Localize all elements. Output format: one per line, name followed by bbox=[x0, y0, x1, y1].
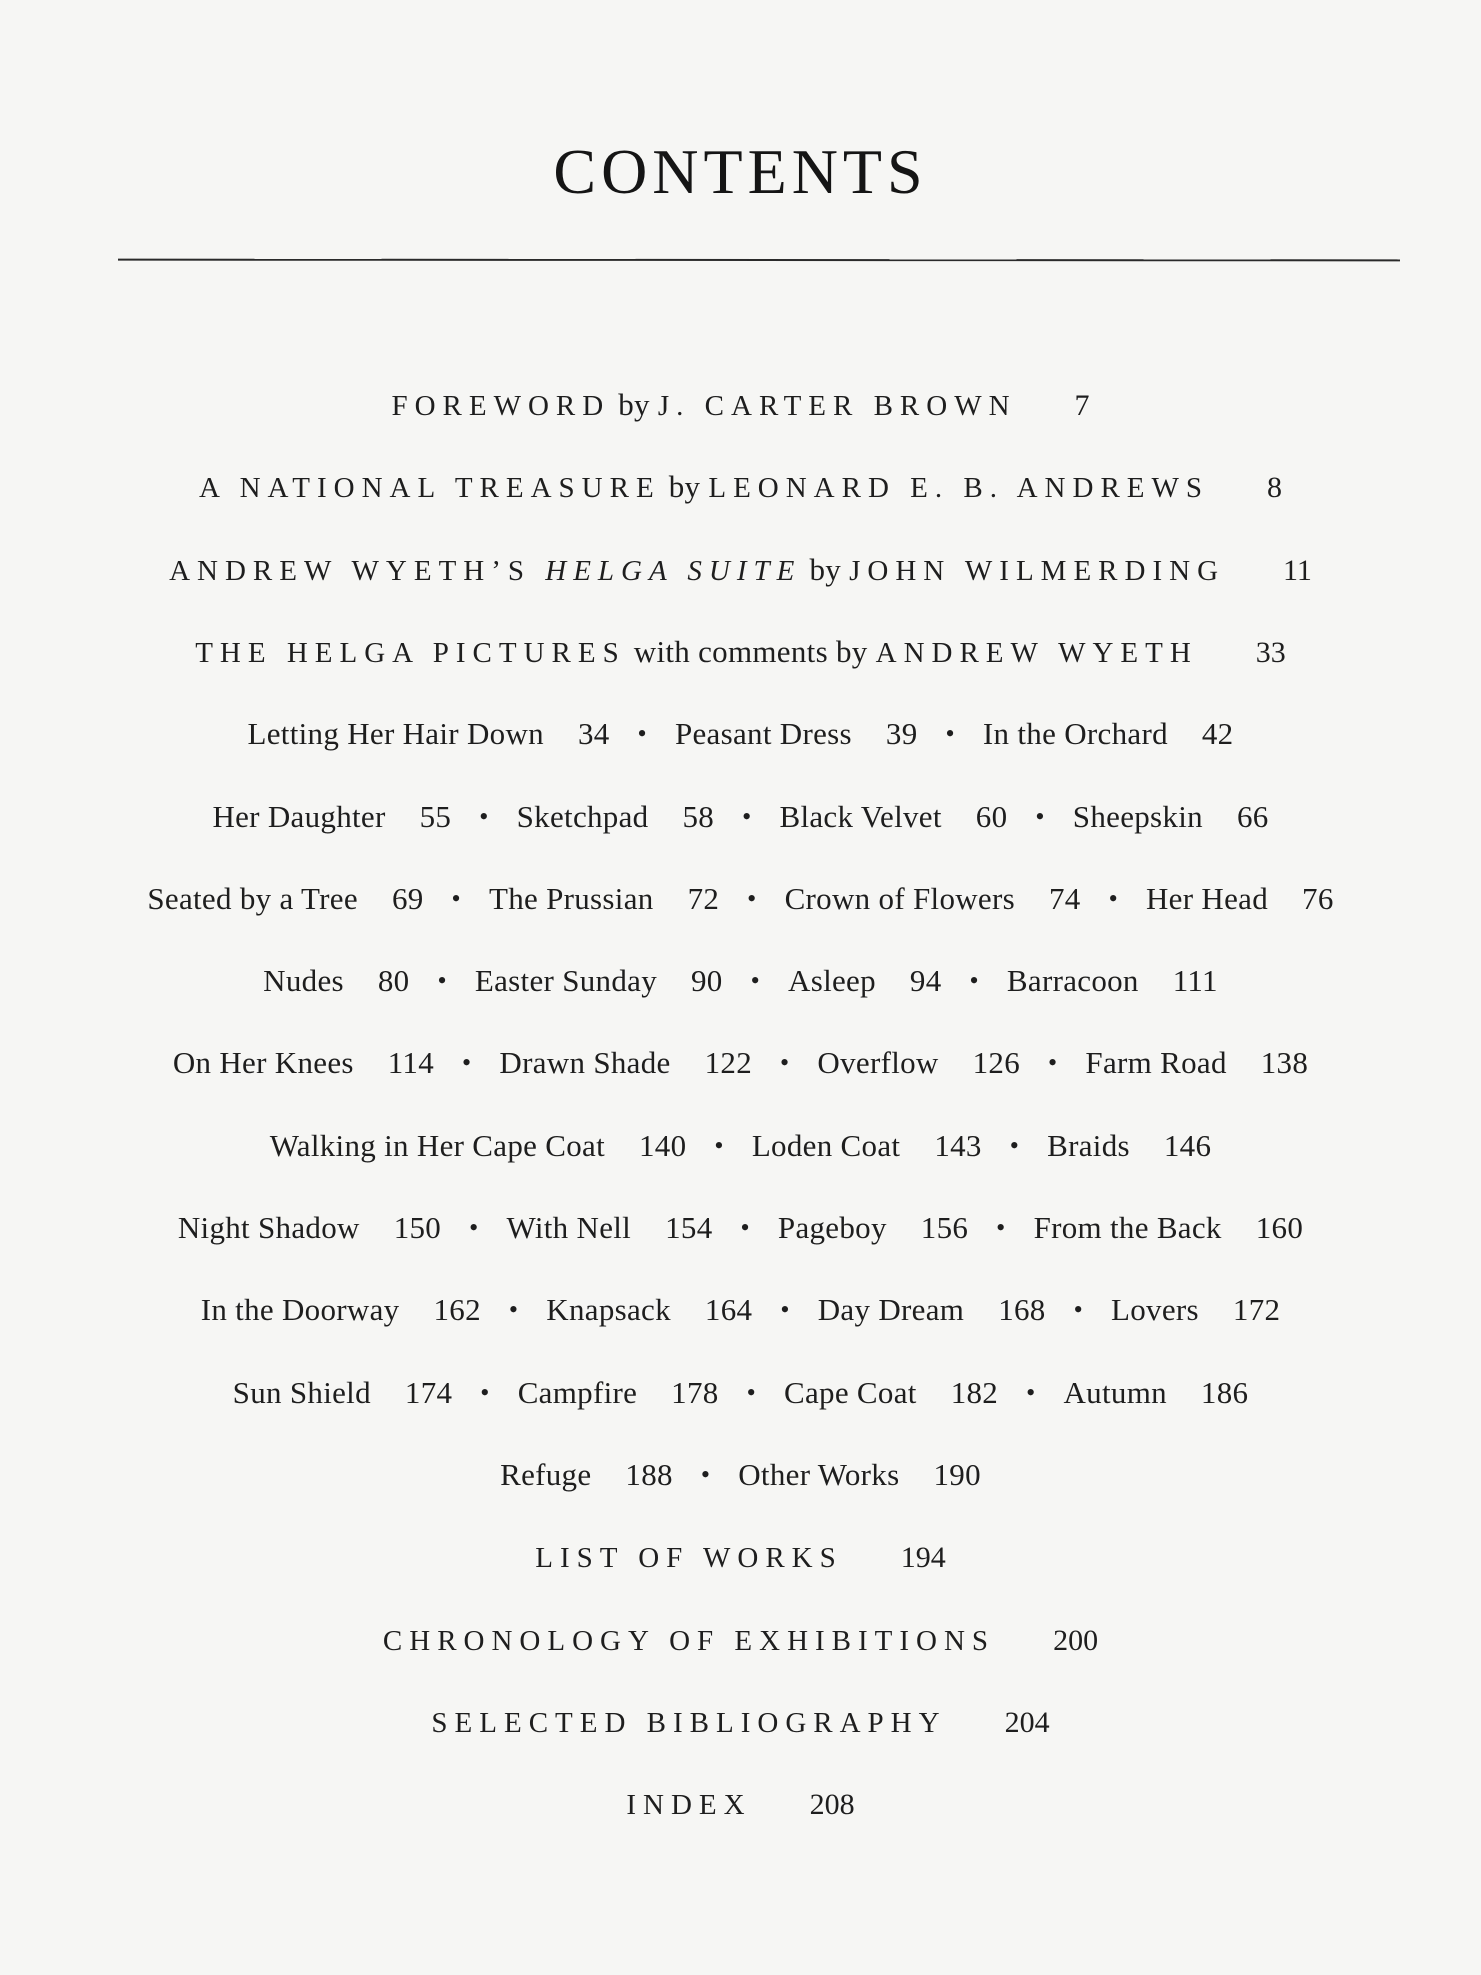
picture-title: Her Daughter bbox=[212, 798, 386, 834]
picture-entry[interactable] bbox=[489, 869, 719, 929]
picture-title: Loden Coat bbox=[751, 1127, 901, 1163]
section-title-part: with comments by bbox=[625, 633, 876, 669]
picture-entry[interactable] bbox=[778, 1198, 968, 1258]
page-title: CONTENTS bbox=[553, 135, 928, 207]
picture-title: Knapsack bbox=[546, 1292, 671, 1328]
page-number: 80 bbox=[377, 963, 410, 999]
bullet-separator: • bbox=[746, 1377, 756, 1407]
section-title-part: A NATIONAL TREASURE bbox=[198, 472, 661, 505]
picture-title: In the Doorway bbox=[200, 1292, 400, 1328]
picture-title: Cape Coat bbox=[783, 1374, 917, 1410]
picture-title: Sheepskin bbox=[1072, 798, 1203, 834]
bullet-separator: • bbox=[969, 966, 979, 996]
section-title-part: THE HELGA PICTURES bbox=[195, 636, 626, 669]
picture-entry[interactable] bbox=[518, 1363, 719, 1423]
page-number: 122 bbox=[704, 1045, 752, 1081]
picture-row bbox=[0, 1280, 1481, 1340]
picture-title: Sketchpad bbox=[516, 798, 649, 834]
section-title-part: ANDREW WYETH bbox=[875, 636, 1198, 669]
picture-row bbox=[0, 1363, 1481, 1423]
picture-title: Black Velvet bbox=[779, 798, 942, 834]
picture-entry[interactable] bbox=[248, 704, 610, 764]
bullet-separator: • bbox=[1073, 1295, 1083, 1325]
section-title-part: J. CARTER BROWN bbox=[657, 390, 1017, 422]
picture-entry[interactable] bbox=[1085, 1033, 1308, 1093]
page-number: 138 bbox=[1260, 1045, 1309, 1081]
page-number: 164 bbox=[704, 1292, 753, 1328]
bullet-separator: • bbox=[1108, 883, 1118, 913]
picture-entry[interactable] bbox=[784, 1363, 998, 1423]
picture-entry[interactable] bbox=[500, 1445, 673, 1505]
page-number: 90 bbox=[691, 963, 723, 999]
toc-section-entry[interactable] bbox=[0, 1610, 1481, 1670]
picture-entry[interactable] bbox=[983, 704, 1234, 764]
picture-entry[interactable] bbox=[173, 1033, 434, 1093]
section-title-part: LIST OF WORKS bbox=[535, 1542, 843, 1575]
picture-title: Crown of Flowers bbox=[784, 880, 1015, 916]
picture-title: Asleep bbox=[788, 963, 876, 999]
toc-section-entry[interactable] bbox=[0, 540, 1481, 600]
picture-entry[interactable] bbox=[270, 1116, 687, 1176]
page-number: 58 bbox=[682, 798, 715, 834]
picture-entry[interactable] bbox=[1073, 787, 1269, 847]
picture-title: With Nell bbox=[506, 1210, 632, 1245]
section-title-part: INDEX bbox=[626, 1789, 752, 1822]
bullet-separator: • bbox=[945, 719, 955, 749]
picture-title: Campfire bbox=[517, 1374, 638, 1410]
bullet-separator: • bbox=[996, 1213, 1006, 1242]
bullet-separator: • bbox=[1035, 801, 1045, 831]
page-number: 7 bbox=[1074, 389, 1090, 422]
picture-entry[interactable] bbox=[752, 1116, 982, 1176]
page-number: 174 bbox=[404, 1374, 453, 1410]
bullet-separator: • bbox=[714, 1130, 724, 1160]
page-number: 200 bbox=[1053, 1623, 1099, 1657]
picture-row bbox=[0, 869, 1481, 929]
picture-title: Letting Her Hair Down bbox=[247, 716, 544, 752]
title-divider bbox=[118, 259, 1400, 262]
page-number: 178 bbox=[671, 1374, 719, 1410]
page-number: 204 bbox=[1004, 1705, 1050, 1739]
picture-entry[interactable] bbox=[738, 1445, 981, 1505]
picture-entry[interactable] bbox=[507, 1198, 713, 1258]
section-title-part: ANDREW WYETH’S bbox=[169, 554, 546, 587]
bullet-separator: • bbox=[700, 1459, 711, 1489]
picture-title: From the Back bbox=[1033, 1210, 1222, 1245]
bullet-separator: • bbox=[479, 801, 489, 831]
bullet-separator: • bbox=[780, 1048, 790, 1078]
page-number: 66 bbox=[1236, 798, 1269, 834]
picture-entry[interactable] bbox=[546, 1280, 752, 1340]
page-number: 39 bbox=[885, 716, 918, 752]
picture-row bbox=[0, 704, 1481, 764]
picture-row bbox=[0, 1198, 1481, 1258]
page-number: 8 bbox=[1267, 471, 1282, 505]
picture-entry[interactable] bbox=[675, 704, 918, 764]
picture-title: Sun Shield bbox=[232, 1374, 371, 1410]
picture-title: Lovers bbox=[1111, 1292, 1199, 1328]
page-number: 72 bbox=[687, 880, 720, 916]
picture-entry[interactable] bbox=[785, 869, 1081, 929]
picture-title: Night Shadow bbox=[177, 1210, 360, 1245]
page-number: 74 bbox=[1048, 880, 1081, 916]
section-title-part: CHRONOLOGY OF EXHIBITIONS bbox=[382, 1624, 996, 1657]
section-title-part: SELECTED BIBLIOGRAPHY bbox=[431, 1706, 947, 1739]
bullet-separator: • bbox=[747, 883, 757, 913]
bullet-separator: • bbox=[637, 719, 647, 749]
picture-entry[interactable] bbox=[178, 1198, 441, 1258]
bullet-separator: • bbox=[740, 1213, 750, 1242]
section-title-part: by bbox=[610, 387, 658, 422]
page-number: 146 bbox=[1163, 1127, 1212, 1163]
picture-entry[interactable] bbox=[818, 1280, 1046, 1340]
page-number: 114 bbox=[387, 1045, 435, 1081]
section-title-part: FOREWORD bbox=[391, 390, 611, 422]
bullet-separator: • bbox=[750, 966, 761, 996]
toc-section-entry[interactable] bbox=[0, 622, 1481, 682]
picture-entry[interactable] bbox=[1146, 869, 1334, 929]
page-number: 208 bbox=[809, 1788, 855, 1822]
bullet-separator: • bbox=[1048, 1048, 1058, 1078]
page-number: 60 bbox=[975, 798, 1008, 834]
picture-title: Her Head bbox=[1146, 880, 1269, 916]
page-number: 143 bbox=[934, 1127, 982, 1163]
picture-entry[interactable] bbox=[1111, 1280, 1280, 1340]
picture-title: Barracoon bbox=[1006, 963, 1139, 999]
bullet-separator: • bbox=[508, 1295, 519, 1325]
toc-section-entry[interactable] bbox=[0, 457, 1481, 517]
toc-section-entry[interactable] bbox=[0, 1527, 1481, 1587]
picture-entry[interactable] bbox=[263, 951, 409, 1011]
picture-title: Day Dream bbox=[817, 1292, 965, 1328]
toc-section-entry[interactable] bbox=[0, 1774, 1481, 1834]
page-number: 188 bbox=[625, 1456, 673, 1492]
page-number: 11 bbox=[1283, 553, 1312, 587]
page-number: 190 bbox=[933, 1456, 981, 1492]
bullet-separator: • bbox=[480, 1377, 490, 1407]
picture-row bbox=[0, 951, 1481, 1011]
section-title-part: LEONARD E. B. ANDREWS bbox=[708, 472, 1209, 505]
picture-entry[interactable] bbox=[1047, 1116, 1211, 1176]
bullet-separator: • bbox=[1009, 1130, 1020, 1160]
picture-title: The Prussian bbox=[488, 880, 654, 916]
picture-entry[interactable] bbox=[1064, 1363, 1249, 1423]
page-number: 111 bbox=[1172, 963, 1218, 999]
section-title-part: by bbox=[660, 469, 709, 505]
section-title-part: by bbox=[801, 551, 850, 587]
picture-entry[interactable] bbox=[1007, 951, 1218, 1011]
page-number: 168 bbox=[998, 1292, 1046, 1328]
page-number: 34 bbox=[577, 716, 610, 752]
bullet-separator: • bbox=[469, 1213, 479, 1242]
bullet-separator: • bbox=[462, 1048, 472, 1078]
picture-row bbox=[0, 1445, 1481, 1505]
page-number: 55 bbox=[419, 798, 452, 834]
picture-entry[interactable] bbox=[817, 1033, 1020, 1093]
bullet-separator: • bbox=[451, 883, 461, 913]
page-number: 76 bbox=[1302, 880, 1334, 916]
page-number: 162 bbox=[433, 1292, 481, 1328]
picture-title: Nudes bbox=[263, 963, 344, 999]
picture-row bbox=[0, 787, 1481, 847]
picture-title: Seated by a Tree bbox=[147, 880, 358, 916]
bullet-separator: • bbox=[1026, 1377, 1036, 1407]
page-number: 154 bbox=[665, 1210, 713, 1245]
toc-section-entry[interactable] bbox=[0, 1692, 1481, 1752]
picture-title: In the Orchard bbox=[982, 716, 1168, 752]
picture-entry[interactable] bbox=[1034, 1198, 1304, 1258]
picture-entry[interactable] bbox=[779, 787, 1007, 847]
page-number: 160 bbox=[1255, 1210, 1304, 1245]
picture-title: Farm Road bbox=[1085, 1045, 1227, 1081]
toc-section-entry[interactable] bbox=[0, 375, 1481, 435]
page-number: 140 bbox=[639, 1127, 687, 1163]
page-number: 33 bbox=[1255, 635, 1286, 669]
picture-title: Refuge bbox=[500, 1456, 592, 1492]
picture-title: Pageboy bbox=[777, 1210, 887, 1245]
picture-title: Autumn bbox=[1063, 1374, 1167, 1410]
picture-entry[interactable] bbox=[475, 951, 723, 1011]
bullet-separator: • bbox=[742, 801, 752, 831]
page-number: 150 bbox=[393, 1210, 442, 1245]
section-title-part: HELGA SUITE bbox=[545, 554, 802, 587]
page-number: 126 bbox=[972, 1045, 1021, 1081]
picture-entry[interactable] bbox=[147, 869, 423, 929]
page-number: 42 bbox=[1201, 716, 1234, 752]
picture-row bbox=[0, 1116, 1481, 1176]
picture-title: Other Works bbox=[738, 1456, 900, 1492]
picture-title: Easter Sunday bbox=[474, 963, 657, 999]
page-number: 156 bbox=[920, 1210, 969, 1245]
picture-title: Overflow bbox=[817, 1045, 939, 1081]
bullet-separator: • bbox=[780, 1295, 790, 1325]
picture-title: Peasant Dress bbox=[674, 716, 852, 752]
page-number: 186 bbox=[1200, 1374, 1249, 1410]
picture-title: Drawn Shade bbox=[499, 1045, 671, 1081]
page-number: 172 bbox=[1232, 1292, 1281, 1328]
bullet-separator: • bbox=[437, 966, 447, 996]
picture-entry[interactable] bbox=[233, 1363, 453, 1423]
picture-row bbox=[0, 1033, 1481, 1093]
picture-entry[interactable] bbox=[517, 787, 714, 847]
picture-entry[interactable] bbox=[201, 1280, 481, 1340]
page-number: 69 bbox=[391, 880, 424, 916]
picture-title: On Her Knees bbox=[172, 1045, 354, 1081]
picture-entry[interactable] bbox=[788, 951, 942, 1011]
picture-title: Walking in Her Cape Coat bbox=[269, 1127, 605, 1163]
page-number: 94 bbox=[909, 963, 942, 999]
section-title-part: JOHN WILMERDING bbox=[849, 554, 1226, 587]
picture-entry[interactable] bbox=[212, 787, 451, 847]
picture-title: Braids bbox=[1047, 1127, 1130, 1163]
page-number: 182 bbox=[950, 1374, 999, 1410]
page-number: 194 bbox=[900, 1541, 946, 1575]
picture-entry[interactable] bbox=[499, 1033, 752, 1093]
